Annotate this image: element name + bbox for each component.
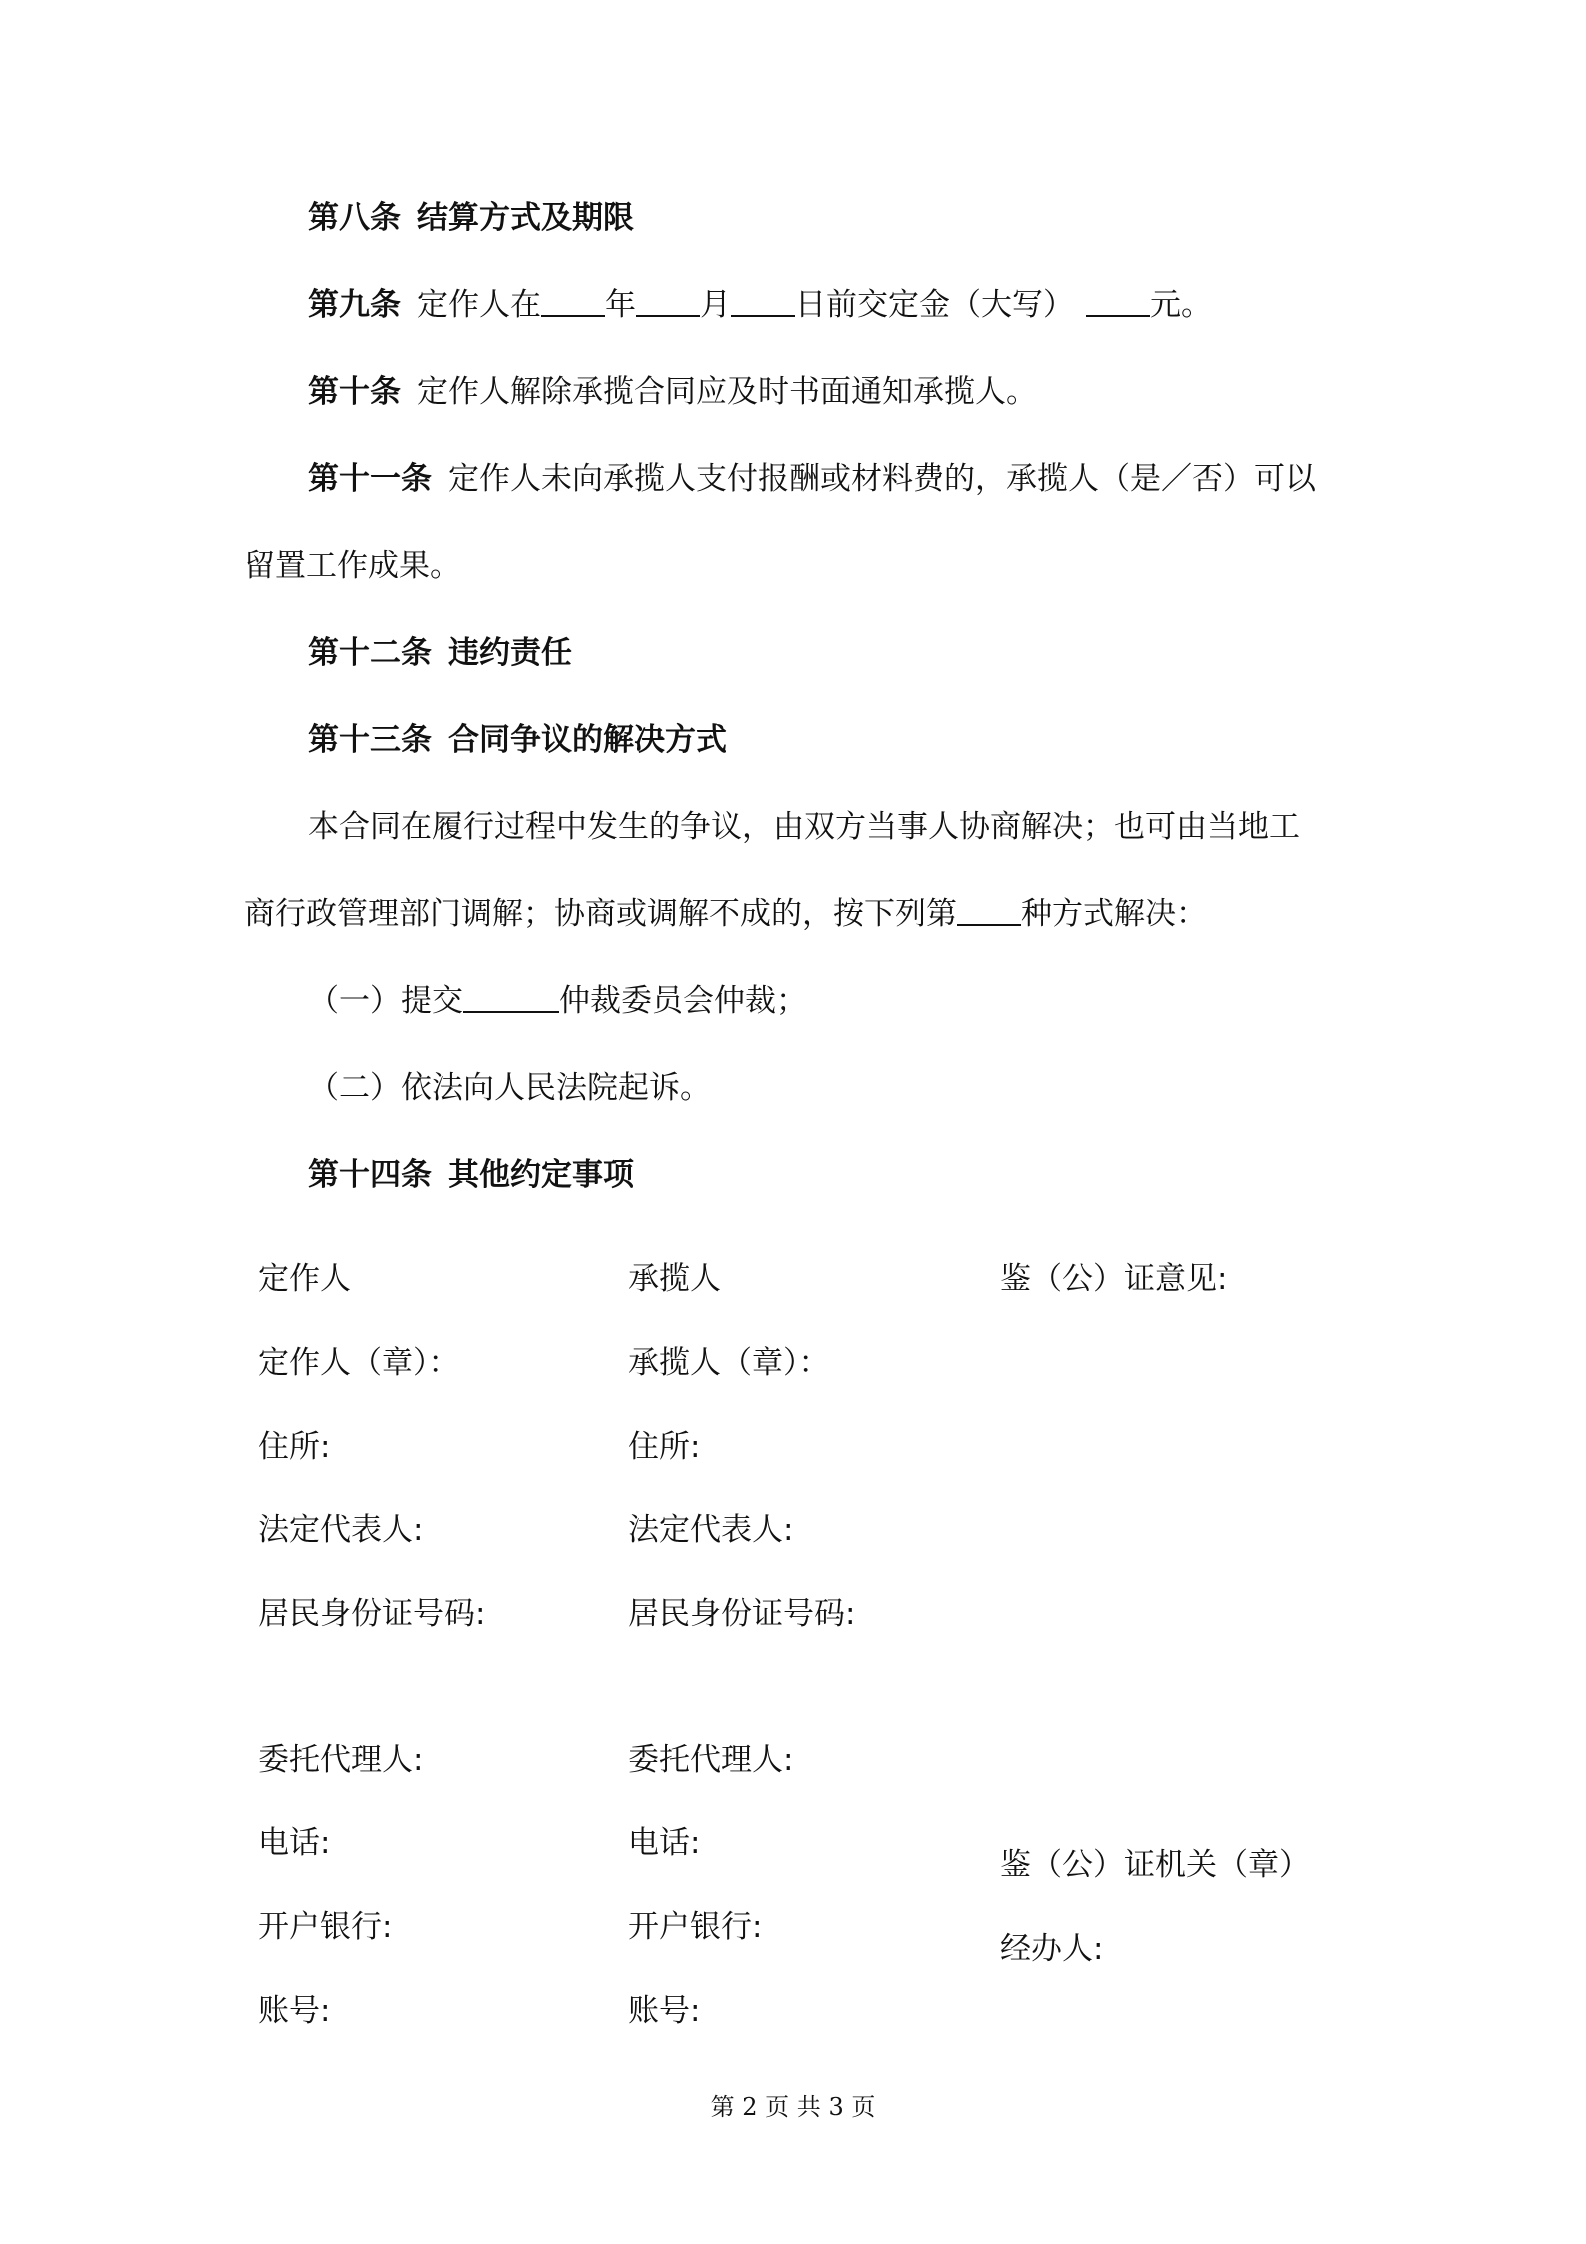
arbitration-committee-blank: [463, 983, 559, 1013]
day-blank: [731, 287, 795, 317]
contractor-bank: 开户银行:: [628, 1909, 763, 1945]
article-text: 留置工作成果。: [244, 548, 461, 584]
option-text: （一）提交: [308, 983, 463, 1019]
article-number: 第十三条: [308, 722, 432, 758]
paragraph-text: 商行政管理部门调解；协商或调解不成的，按下列第: [244, 896, 957, 932]
article-number: 第十条: [308, 374, 401, 410]
orderer-header: 定作人: [258, 1261, 351, 1297]
option-text: （二）依法向人民法院起诉。: [308, 1070, 711, 1106]
dispute-paragraph-line-1: [308, 807, 1300, 847]
article-12: [308, 633, 572, 673]
contractor-address: 住所:: [628, 1429, 701, 1465]
orderer-account: 账号:: [258, 1993, 331, 2029]
contractor-account: 账号:: [628, 1993, 701, 2029]
notary-opinion: 鉴（公）证意见:: [1000, 1261, 1228, 1297]
unit-label: 元。: [1150, 287, 1212, 323]
article-14: [308, 1155, 634, 1195]
notary-authority-seal: 鉴（公）证机关（章）: [1000, 1847, 1310, 1883]
orderer-phone: 电话:: [258, 1825, 331, 1861]
option-text: 仲裁委员会仲裁；: [559, 983, 807, 1019]
article-text: 定作人解除承揽合同应及时书面通知承揽人。: [417, 374, 1037, 410]
article-text: 定作人在: [417, 287, 541, 323]
article-8: [308, 198, 634, 238]
orderer-seal: 定作人（章）：: [258, 1345, 460, 1381]
paragraph-text: 本合同在履行过程中发生的争议，由双方当事人协商解决；也可由当地工: [308, 809, 1300, 845]
contractor-agent: 委托代理人:: [628, 1742, 794, 1778]
article-11-continued: [244, 546, 461, 586]
contractor-phone: 电话:: [628, 1825, 701, 1861]
month-label: 月: [700, 287, 731, 323]
deposit-amount-blank: [1086, 287, 1150, 317]
article-9: [308, 285, 1212, 325]
month-blank: [636, 287, 700, 317]
article-title: 合同争议的解决方式: [448, 722, 727, 758]
contractor-seal: 承揽人（章）：: [628, 1345, 830, 1381]
dispute-paragraph-line-2: [244, 894, 1207, 934]
contractor-legal-rep: 法定代表人:: [628, 1512, 794, 1548]
deposit-label: 日前交定金（大写）: [795, 287, 1074, 323]
orderer-address: 住所:: [258, 1429, 331, 1465]
notary-handler: 经办人:: [1000, 1931, 1104, 1967]
article-number: 第九条: [308, 287, 401, 323]
article-text: 定作人未向承揽人支付报酬或材料费的，承揽人（是／否）可以: [448, 461, 1316, 497]
paragraph-text: 种方式解决：: [1021, 896, 1207, 932]
article-number: 第十一条: [308, 461, 432, 497]
orderer-agent: 委托代理人:: [258, 1742, 424, 1778]
year-blank: [541, 287, 605, 317]
option-court: [308, 1068, 711, 1108]
page-number-footer: 第 2 页 共 3 页: [710, 2093, 876, 2121]
article-title: 结算方式及期限: [417, 200, 634, 236]
article-11: [308, 459, 1316, 499]
article-number: 第八条: [308, 200, 401, 236]
article-title: 违约责任: [448, 635, 572, 671]
article-13: [308, 720, 727, 760]
contractor-header: 承揽人: [628, 1261, 721, 1297]
article-title: 其他约定事项: [448, 1157, 634, 1193]
article-number: 第十四条: [308, 1157, 432, 1193]
orderer-legal-rep: 法定代表人:: [258, 1512, 424, 1548]
option-arbitration: [308, 981, 807, 1021]
orderer-bank: 开户银行:: [258, 1909, 393, 1945]
article-10: [308, 372, 1037, 412]
method-number-blank: [957, 896, 1021, 926]
article-number: 第十二条: [308, 635, 432, 671]
contractor-id-number: 居民身份证号码:: [628, 1596, 856, 1632]
orderer-id-number: 居民身份证号码:: [258, 1596, 486, 1632]
year-label: 年: [605, 287, 636, 323]
